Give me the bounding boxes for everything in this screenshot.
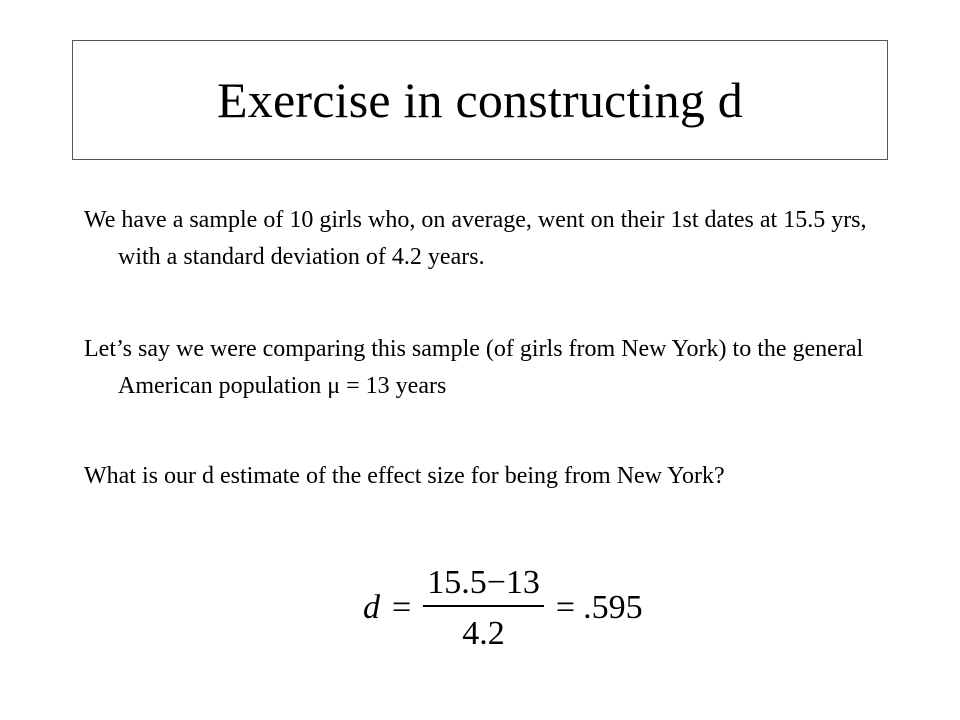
formula-fraction: [423, 564, 544, 653]
formula-numerator: 15.5−13: [423, 564, 544, 607]
title-box: [72, 40, 888, 160]
paragraph-comparison: Let’s say we were comparing this sample (of girls from New York) to the general American population μ = 13 years: [84, 336, 864, 399]
formula-denominator: 4.2: [462, 614, 505, 652]
effect-size-formula: [363, 558, 643, 658]
paragraph-sample-description: We have a sample of 10 girls who, on average, went on their 1st dates at 15.5 yrs, with a standard deviation of 4.2 years.: [84, 207, 867, 270]
slide-title: Exercise in constructing d: [217, 72, 743, 128]
formula-result-equals-sign: =: [555, 589, 576, 626]
paragraph-question: What is our d estimate of the effect size for being from New York?: [84, 463, 725, 489]
formula-equals-sign: =: [392, 589, 412, 626]
formula-result: .595: [583, 589, 643, 626]
formula-variable: d: [363, 589, 380, 626]
